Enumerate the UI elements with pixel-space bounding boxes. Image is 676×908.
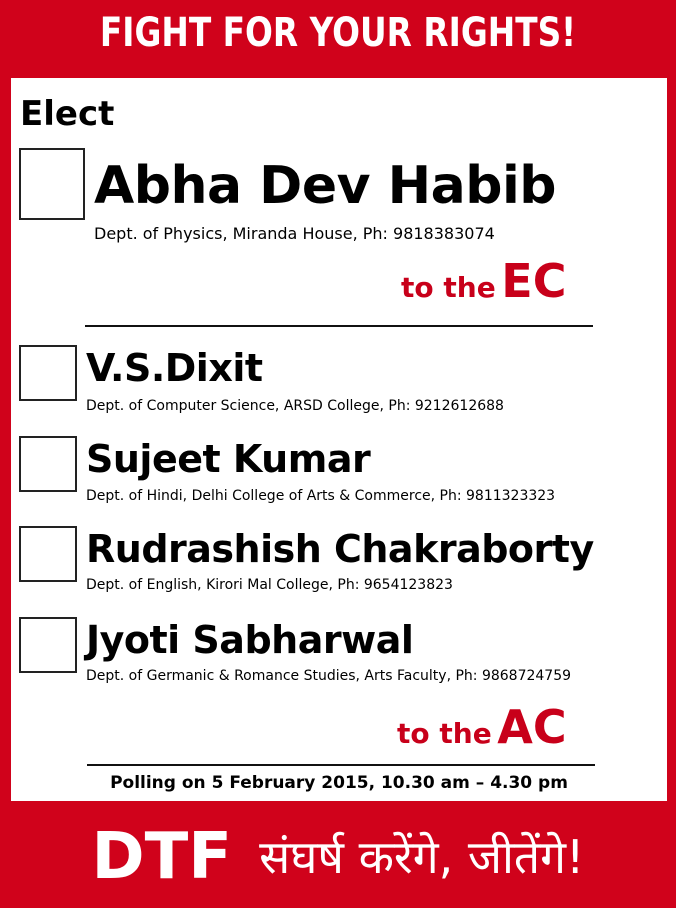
ac-vote-checkbox[interactable]: [19, 345, 77, 401]
ec-candidate-dept: Dept. of Physics, Miranda House, Ph: 9818383074: [94, 224, 495, 243]
ac-vote-checkbox[interactable]: [19, 436, 77, 492]
poster-headline: FIGHT FOR YOUR RIGHTS!: [99, 10, 577, 56]
ac-candidate-name: Jyoti Sabharwal: [86, 618, 414, 662]
ac-vote-checkbox[interactable]: [19, 617, 77, 673]
elect-label: Elect: [20, 94, 115, 134]
ac-vote-checkbox[interactable]: [19, 526, 77, 582]
ac-candidate-name: V.S.Dixit: [86, 346, 263, 390]
to-the-ac-prefix: to the: [397, 717, 492, 750]
to-the-ac-body: AC: [497, 700, 567, 754]
ac-candidate-dept: Dept. of Germanic & Romance Studies, Arts Faculty, Ph: 9868724759: [86, 668, 572, 684]
footer-banner: [0, 812, 676, 902]
ec-candidate-name: Abha Dev Habib: [94, 156, 556, 216]
ac-candidate-dept: Dept. of English, Kirori Mal College, Ph: 9654123823: [86, 577, 453, 593]
to-the-ec-body: EC: [501, 254, 567, 308]
ac-candidate-name: Sujeet Kumar: [86, 437, 371, 481]
org-name: DTF: [91, 820, 232, 894]
hindi-slogan: संघर्ष करेंगे, जीतेंगे!: [259, 830, 585, 884]
polling-info: Polling on 5 February 2015, 10.30 am – 4.30 pm: [110, 773, 568, 793]
ac-candidate-dept: Dept. of Hindi, Delhi College of Arts & Commerce, Ph: 9811323323: [86, 488, 556, 504]
to-the-ac: [397, 700, 567, 754]
ec-vote-checkbox[interactable]: [19, 148, 85, 220]
ac-divider: [87, 764, 595, 766]
to-the-ec: [401, 254, 566, 308]
ballot-panel: [11, 78, 667, 801]
ec-divider: [85, 325, 593, 327]
ac-candidate-dept: Dept. of Computer Science, ARSD College, Ph: 9212612688: [86, 398, 504, 414]
to-the-ec-prefix: to the: [401, 271, 496, 304]
ac-candidate-name: Rudrashish Chakraborty: [86, 527, 594, 571]
